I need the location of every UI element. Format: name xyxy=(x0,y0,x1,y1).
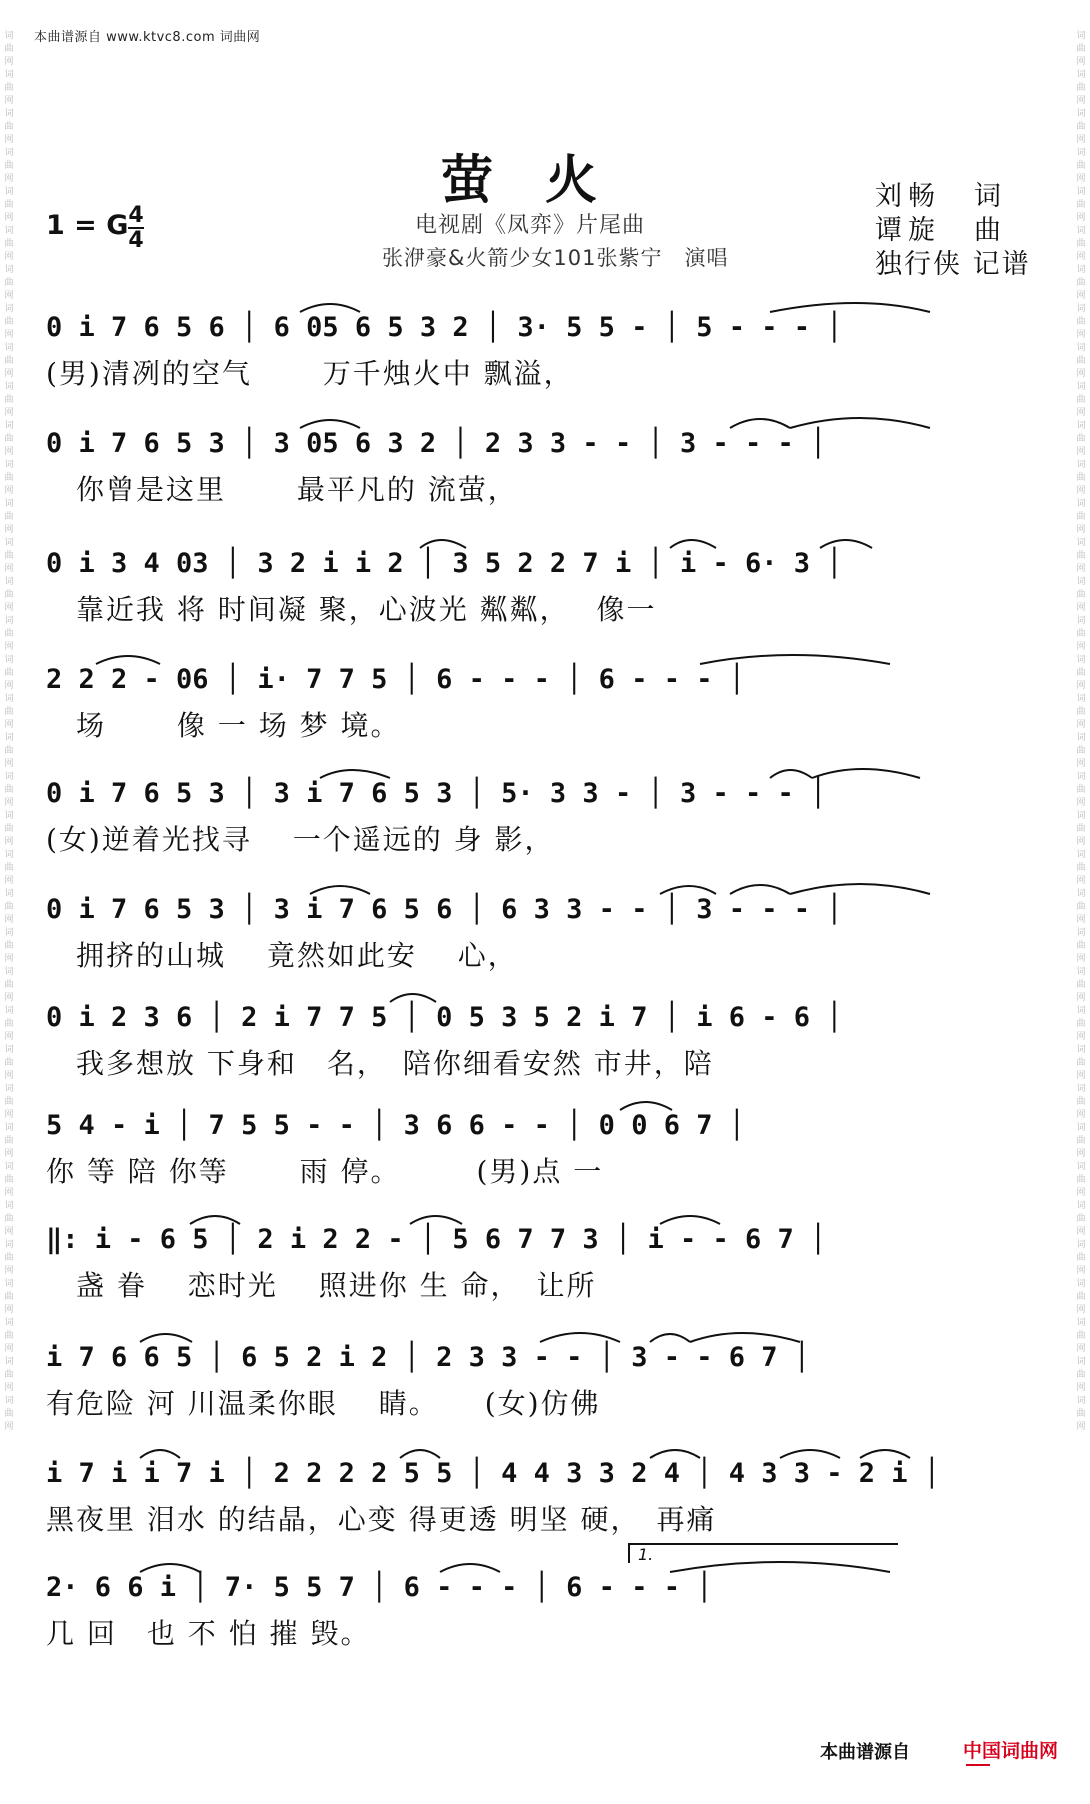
slur xyxy=(390,994,436,1002)
slur xyxy=(670,540,716,548)
notation-row-11: i 7 i i 7 i │ 2 2 2 2 5 5 │ 4 4 3 3 2 4 │ 4 3 3 - 2 i │ xyxy=(46,1458,941,1489)
slur xyxy=(820,540,872,548)
lyrics-row-9: 盏 眷 恋时光 照进你 生 命， 让所 xyxy=(46,1269,597,1302)
notation-row-10: i 7 6 6 5 │ 6 5 2 i 2 │ 2 3 3 - - │ 3 - - 6 7 │ xyxy=(46,1342,811,1373)
lyrics-row-1: (男)清冽的空气 万千烛火中 飘溢， xyxy=(46,357,574,390)
slur xyxy=(670,1562,890,1572)
volta-label: 1. xyxy=(638,1545,654,1564)
slur xyxy=(400,1450,440,1458)
lyrics-row-7: 我多想放 下身和 名， 陪你细看安然 市井，陪 xyxy=(46,1047,714,1080)
notation-row-4: 2 2 2 - 06 │ i· 7 7 5 │ 6 - - - │ 6 - - - │ xyxy=(46,664,745,695)
side-watermark-left: 词曲网词曲网词曲网词曲网词曲网词曲网词曲网词曲网词曲网词曲网词曲网词曲网词曲网词曲网词曲网词曲网词曲网词曲网词曲网词曲网词曲网词曲网词曲网词曲网词曲网词曲网词曲网词曲网词曲网词曲网词曲网词曲网词曲网词曲网词曲网词曲网 xyxy=(4,31,14,1432)
slur xyxy=(790,418,930,428)
slur xyxy=(310,886,370,894)
slur xyxy=(660,1216,720,1224)
slur xyxy=(860,1450,910,1458)
slur xyxy=(730,419,790,428)
source-line: 本曲谱源自 www.ktvc8.com 词曲网 xyxy=(34,30,261,45)
slur xyxy=(660,886,716,894)
subtitle: 电视剧《凤弈》片尾曲 xyxy=(415,213,646,238)
lyrics-row-8: 你 等 陪 你等 雨 停。 (男)点 一 xyxy=(46,1155,604,1188)
slur xyxy=(300,304,360,312)
notation-row-6: 0 i 7 6 5 3 │ 3 i 7 6 5 6 │ 6 3 3 - - │ 3 - - - │ xyxy=(46,894,843,925)
notation-row-1: 0 i 7 6 5 6 │ 6 05 6 5 3 2 │ 3· 5 5 - │ 5 - - - │ xyxy=(46,312,843,343)
slur xyxy=(190,1216,240,1224)
slur xyxy=(440,1564,500,1572)
notation-row-7: 0 i 2 3 6 │ 2 i 7 7 5 │ 0 5 3 5 2 i 7 │ i 6 - 6 │ xyxy=(46,1002,843,1033)
slur xyxy=(420,540,466,548)
composer-credit: 谭旋 曲 xyxy=(875,215,1007,246)
lyricist-credit: 刘畅 词 xyxy=(875,181,1007,212)
slur xyxy=(410,1216,462,1224)
lyrics-row-2: 你曾是这里 最平凡的 流萤， xyxy=(46,473,518,506)
slur xyxy=(812,769,920,778)
lyrics-row-11: 黑夜里 泪水 的结晶，心变 得更透 明坚 硬， 再痛 xyxy=(46,1503,717,1536)
slur xyxy=(140,1334,192,1342)
slur xyxy=(300,420,360,428)
slur xyxy=(780,1450,840,1458)
footer-underline xyxy=(966,1764,990,1766)
slur xyxy=(790,884,930,894)
slur xyxy=(140,1564,200,1572)
lyrics-row-3: 靠近我 将 时间凝 聚，心波光 粼粼， 像一 xyxy=(46,593,657,626)
slur xyxy=(650,1334,690,1342)
slur xyxy=(620,1102,672,1110)
lyrics-row-12: 几 回 也 不 怕 摧 毁。 xyxy=(46,1617,371,1650)
slur xyxy=(650,1450,700,1458)
notation-row-3: 0 i 3 4 03 │ 3 2 i i 2 │ 3 5 2 2 7 i │ i - 6· 3 │ xyxy=(46,548,843,579)
notation-row-5: 0 i 7 6 5 3 │ 3 i 7 6 5 3 │ 5· 3 3 - │ 3 - - - │ xyxy=(46,778,827,809)
lyrics-row-5: (女)逆着光找寻 一个遥远的 身 影， xyxy=(46,823,555,856)
transcriber-credit: 独行侠 记谱 xyxy=(875,249,1031,280)
slur xyxy=(690,1333,800,1342)
slur xyxy=(770,303,930,312)
key-signature: 1 = G xyxy=(46,210,129,241)
singers: 张洢豪&火箭少女101张紫宁 演唱 xyxy=(382,246,729,270)
footer-source: 本曲谱源自 xyxy=(820,1742,910,1763)
notation-row-2: 0 i 7 6 5 3 │ 3 05 6 3 2 │ 2 3 3 - - │ 3 - - - │ xyxy=(46,428,827,459)
time-top: 4 xyxy=(128,203,144,228)
notation-row-9: ‖: i - 6 5 │ 2 i 2 2 - │ 5 6 7 7 3 │ i - - 6 7 │ xyxy=(46,1224,827,1255)
notation-row-8: 5 4 - i │ 7 5 5 - - │ 3 6 6 - - │ 0 0 6 7 │ xyxy=(46,1110,745,1141)
side-watermark-right: 词曲网词曲网词曲网词曲网词曲网词曲网词曲网词曲网词曲网词曲网词曲网词曲网词曲网词曲网词曲网词曲网词曲网词曲网词曲网词曲网词曲网词曲网词曲网词曲网词曲网词曲网词曲网词曲网词曲网词曲网词曲网词曲网词曲网词曲网词曲网词曲网 xyxy=(1076,31,1086,1432)
slur xyxy=(540,1333,620,1342)
song-title: 萤火 xyxy=(440,150,649,211)
slur xyxy=(96,656,160,664)
footer-site-link[interactable]: 中国词曲网 xyxy=(962,1740,1058,1762)
lyrics-row-6: 拥挤的山城 竟然如此安 心， xyxy=(46,939,518,972)
lyrics-row-4: 场 像 一 场 梦 境。 xyxy=(46,709,401,742)
slur xyxy=(140,1450,180,1458)
slur xyxy=(730,885,790,894)
slur xyxy=(770,770,812,778)
notation-row-12: 2· 6 6 i │ 7· 5 5 7 │ 6 - - - │ 6 - - - │ xyxy=(46,1572,713,1603)
lyrics-row-10: 有危险 河 川温柔你眼 睛。 (女)仿佛 xyxy=(46,1387,601,1420)
slur xyxy=(700,655,890,664)
time-bottom: 4 xyxy=(128,228,144,253)
slur xyxy=(320,770,390,778)
